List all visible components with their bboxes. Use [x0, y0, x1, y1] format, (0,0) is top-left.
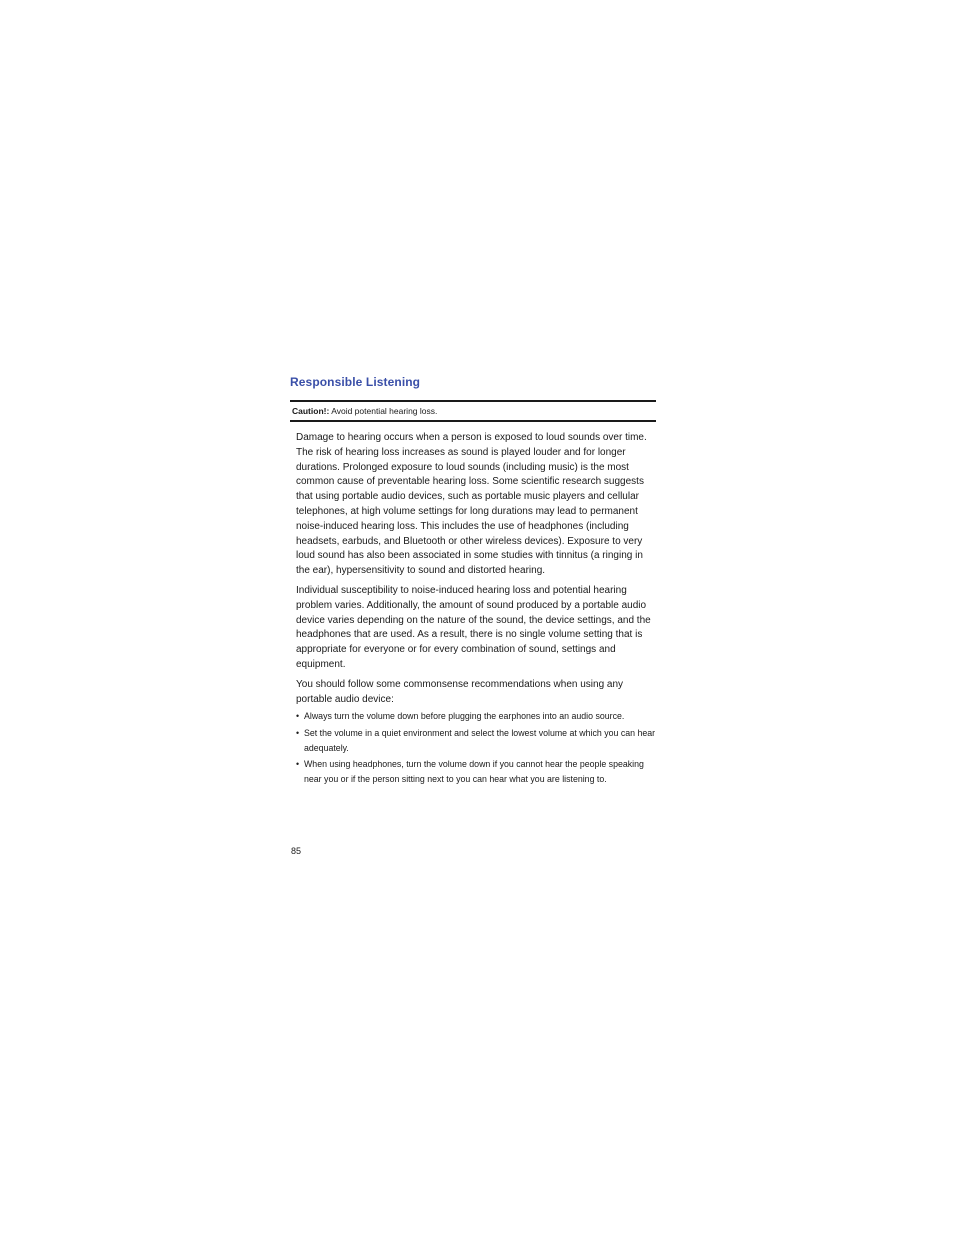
paragraph-recommendations-intro: You should follow some commonsense recommendations when using any portable audio device:: [296, 678, 624, 705]
recommendation-list: [296, 709, 658, 787]
caution-message: Avoid potential hearing loss.: [331, 406, 438, 416]
body-text: [296, 431, 658, 788]
section-heading: Responsible Listening: [290, 375, 421, 389]
list-item: [296, 726, 658, 756]
list-item-text: Always turn the volume down before plugging the earphones into an audio source.: [304, 711, 625, 722]
paragraph-susceptibility: Individual susceptibility to noise-induced hearing loss and potential hearing problem varies. Additionally, the amount of sound produced by a portable audio device varies depending on the nature of the sound, the device settings, and the headphones that are used. As a result, there is no single volume setting that is appropriate for everyone or for every combination of sound, settings and equipment.: [296, 584, 651, 670]
bullet-icon: •: [296, 727, 300, 738]
caution-label: Caution!:: [292, 406, 330, 416]
caution-note: [292, 406, 437, 417]
list-item: [296, 709, 658, 724]
list-item-text: Set the volume in a quiet environment and select the lowest volume at which you can hear adequately.: [304, 727, 656, 753]
page-number: 85: [291, 846, 302, 856]
bullet-icon: •: [296, 758, 300, 769]
list-item-text: When using headphones, turn the volume down if you cannot hear the people speaking near you or if the person sitting next to you can hear what you are listening to.: [304, 758, 644, 785]
bullet-icon: •: [296, 711, 300, 722]
list-item: [296, 757, 658, 787]
paragraph-hearing-damage: Damage to hearing occurs when a person is exposed to loud sounds over time. The risk of hearing loss increases as sound is played louder and for longer durations. Prolonged exposure to loud sounds (including music) is the most common cause of preventable hearing loss. Some scientific research suggests that using portable audio devices, such as portable music players and cellular telephones, at high volume settings for long durations may lead to permanent noise-induced hearing loss. This includes the use of headphones (including headsets, earbuds, and Bluetooth or other wireless devices). Exposure to very loud sound has also been associated in some studies with tinnitus (a ringing in the ear), hypersensitivity to sound and distorted hearing.: [296, 432, 647, 577]
caution-box: [290, 400, 656, 422]
